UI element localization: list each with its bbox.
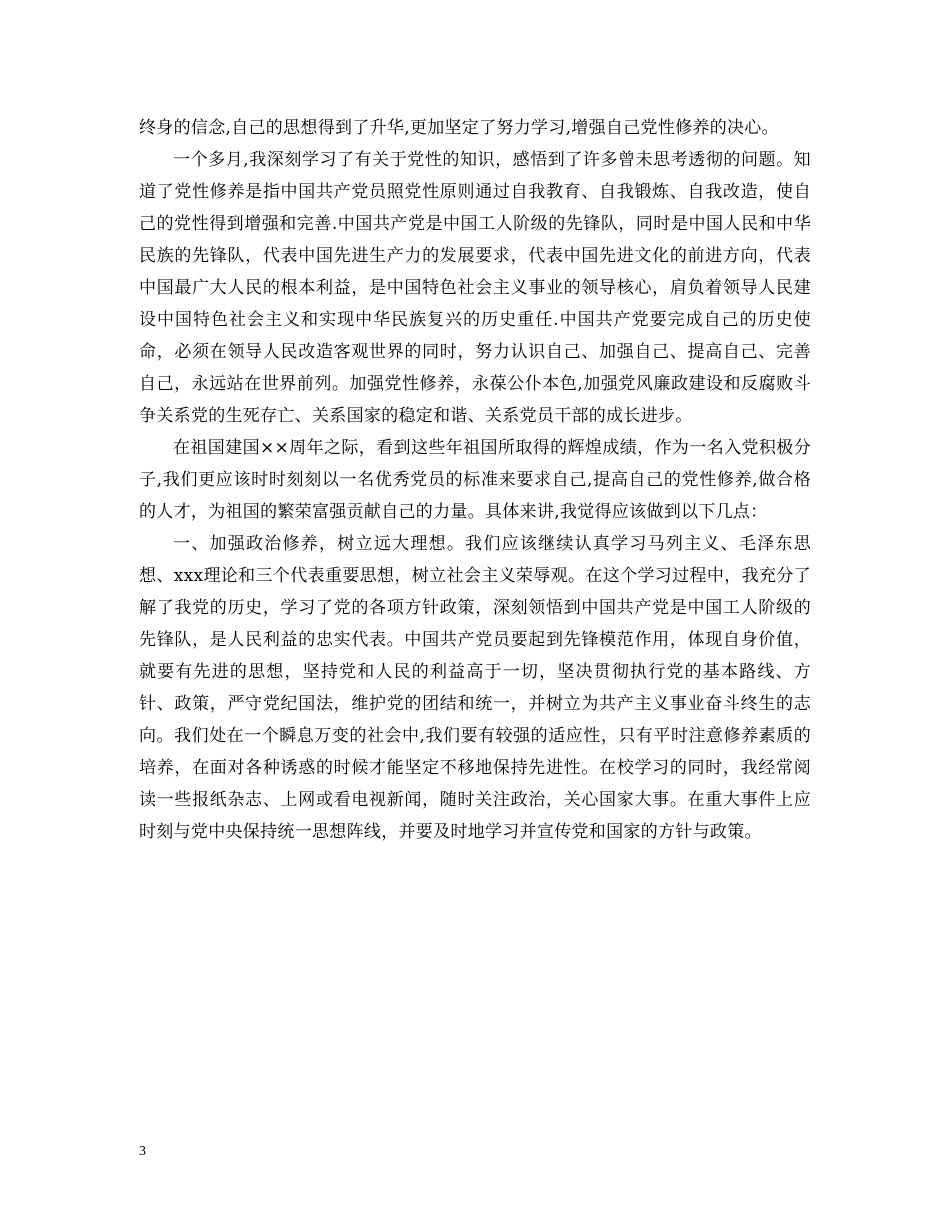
paragraph-3: 在祖国建国××周年之际，看到这些年祖国所取得的辉煌成绩，作为一名入党积极分子,我们更应该时时刻刻以一名优秀党员的标准来要求自己,提高自己的党性修养,做合格的人才，为祖国的繁荣富强贡献自己的力量。具体来讲,我觉得应该做到以下几点： <box>139 438 811 522</box>
paragraph-1: 终身的信念,自己的思想得到了升华,更加坚定了努力学习,增强自己党性修养的决心。 <box>139 118 779 138</box>
document-body <box>139 112 811 848</box>
paragraph-2: 一个多月,我深刻学习了有关于党性的知识，感悟到了许多曾未思考透彻的问题。知道了党性修养是指中国共产党员照党性原则通过自我教育、自我锻炼、自我改造，使自己的党性得到增强和完善.中国共产党是中国工人阶级的先锋队，同时是中国人民和中华民族的先锋队，代表中国先进生产力的发展要求，代表中国先进文化的前进方向，代表中国最广大人民的根本利益，是中国特色社会主义事业的领导核心，肩负着领导人民建设中国特色社会主义和实现中华民族复兴的历史重任.中国共产党要完成自己的历史使命，必须在领导人民改造客观世界的同时，努力认识自己、加强自己、提高自己、完善自己，永远站在世界前列。加强党性修养，永葆公仆本色,加强党风廉政建设和反腐败斗争关系党的生死存亡、关系国家的稳定和谐、关系党员干部的成长进步。 <box>139 150 811 426</box>
paragraph-4: 一、加强政治修养，树立远大理想。我们应该继续认真学习马列主义、毛泽东思想、xxx理论和三个代表重要思想，树立社会主义荣辱观。在这个学习过程中，我充分了解了我党的历史，学习了党的各项方针政策，深刻领悟到中国共产党是中国工人阶级的先锋队，是人民利益的忠实代表。中国共产党员要起到先锋模范作用，体现自身价值，就要有先进的思想，坚持党和人民的利益高于一切，坚决贯彻执行党的基本路线、方针、政策，严守党纪国法，维护党的团结和统一，并树立为共产主义事业奋斗终生的志向。我们处在一个瞬息万变的社会中,我们要有较强的适应性，只有平时注意修养素质的培养，在面对各种诱惑的时候才能坚定不移地保持先进性。在校学习的同时，我经常阅读一些报纸杂志、上网或看电视新闻，随时关注政治，关心国家大事。在重大事件上应时刻与党中央保持统一思想阵线，并要及时地学习并宣传党和国家的方针与政策。 <box>139 534 811 842</box>
page-number: 3 <box>139 1144 146 1159</box>
